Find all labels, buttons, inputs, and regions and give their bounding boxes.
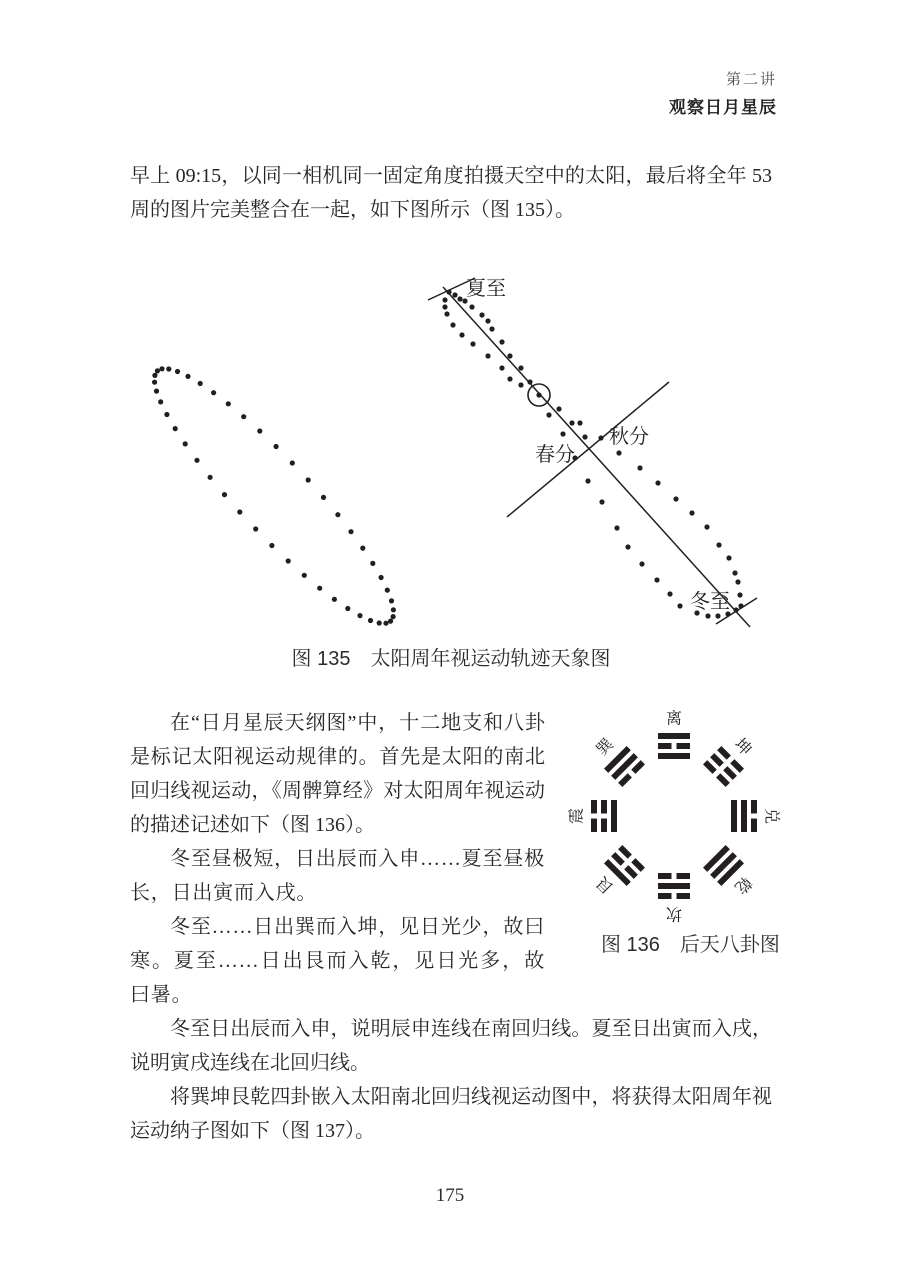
figure-136-caption: 图 136 后天八卦图: [601, 934, 780, 956]
left-dot-loop: [152, 366, 396, 626]
text-flow: [130, 706, 780, 1148]
solar-term-label: 冬至: [690, 591, 730, 613]
paragraph-bagua-intro: 在“日月星辰天纲图”中，十二地支和八卦是标记太阳视运动规律的。首先是太阳的南北回归线视运动，《周髀算经》对太阳周年视运动的描述记述如下（图 136）。: [130, 712, 545, 836]
running-head: [669, 70, 777, 120]
analemma-diagram: [130, 265, 772, 643]
trigram-name-label: 震: [568, 807, 586, 825]
main-solstice-line: [443, 287, 750, 627]
quote-zhoubi-1: 冬至昼极短，日出辰而入申……夏至昼极长，日出寅而入戌。: [130, 848, 545, 904]
page-number: 175: [435, 1185, 465, 1206]
figure-135-analemma: [130, 265, 772, 643]
solar-term-label: 春分: [535, 444, 575, 466]
figure-136-bagua: [545, 706, 780, 978]
paragraph-next-figure: 将巽坤艮乾四卦嵌入太阳南北回归线视运动图中，将获得太阳周年视运动纳子图如下（图 137）。: [130, 1086, 772, 1142]
bagua-diagram: [545, 706, 780, 926]
paragraph-explanation: 冬至日出辰而入申，说明辰申连线在南回归线。夏至日出寅而入戌，说明寅戌连线在北回归线。: [130, 1018, 772, 1074]
figure-135-caption: 图 135 太阳周年视运动轨迹天象图: [291, 648, 611, 670]
trigram-离: [658, 733, 690, 759]
section-title: 观察日月星辰: [669, 98, 777, 117]
solar-term-label: 秋分: [609, 426, 649, 448]
trigram-name-label: 兑: [762, 807, 780, 825]
trigram-name-label: 坤: [730, 735, 755, 760]
quote-zhoubi-2: 冬至……日出巽而入坤，见日光少，故曰寒。夏至……日出艮而入乾，见日光多，故曰暑。: [130, 916, 545, 1006]
trigram-name-label: 巽: [593, 735, 618, 760]
solar-term-label: 夏至: [466, 278, 506, 300]
trigram-name-label: 坎: [665, 904, 683, 922]
trigram-震: [591, 800, 617, 832]
trigram-name-label: 离: [665, 710, 683, 728]
trigram-兑: [731, 800, 757, 832]
trigram-name-label: 乾: [730, 872, 755, 897]
trigram-坎: [658, 873, 690, 899]
chapter-label: 第二讲: [725, 71, 777, 88]
trigram-name-label: 艮: [593, 872, 618, 897]
paragraph-intro: 早上 09:15，以同一相机同一固定角度拍摄天空中的太阳，最后将全年 53 周的图片完美整合在一起，如下图所示（图 135）。: [130, 165, 772, 221]
